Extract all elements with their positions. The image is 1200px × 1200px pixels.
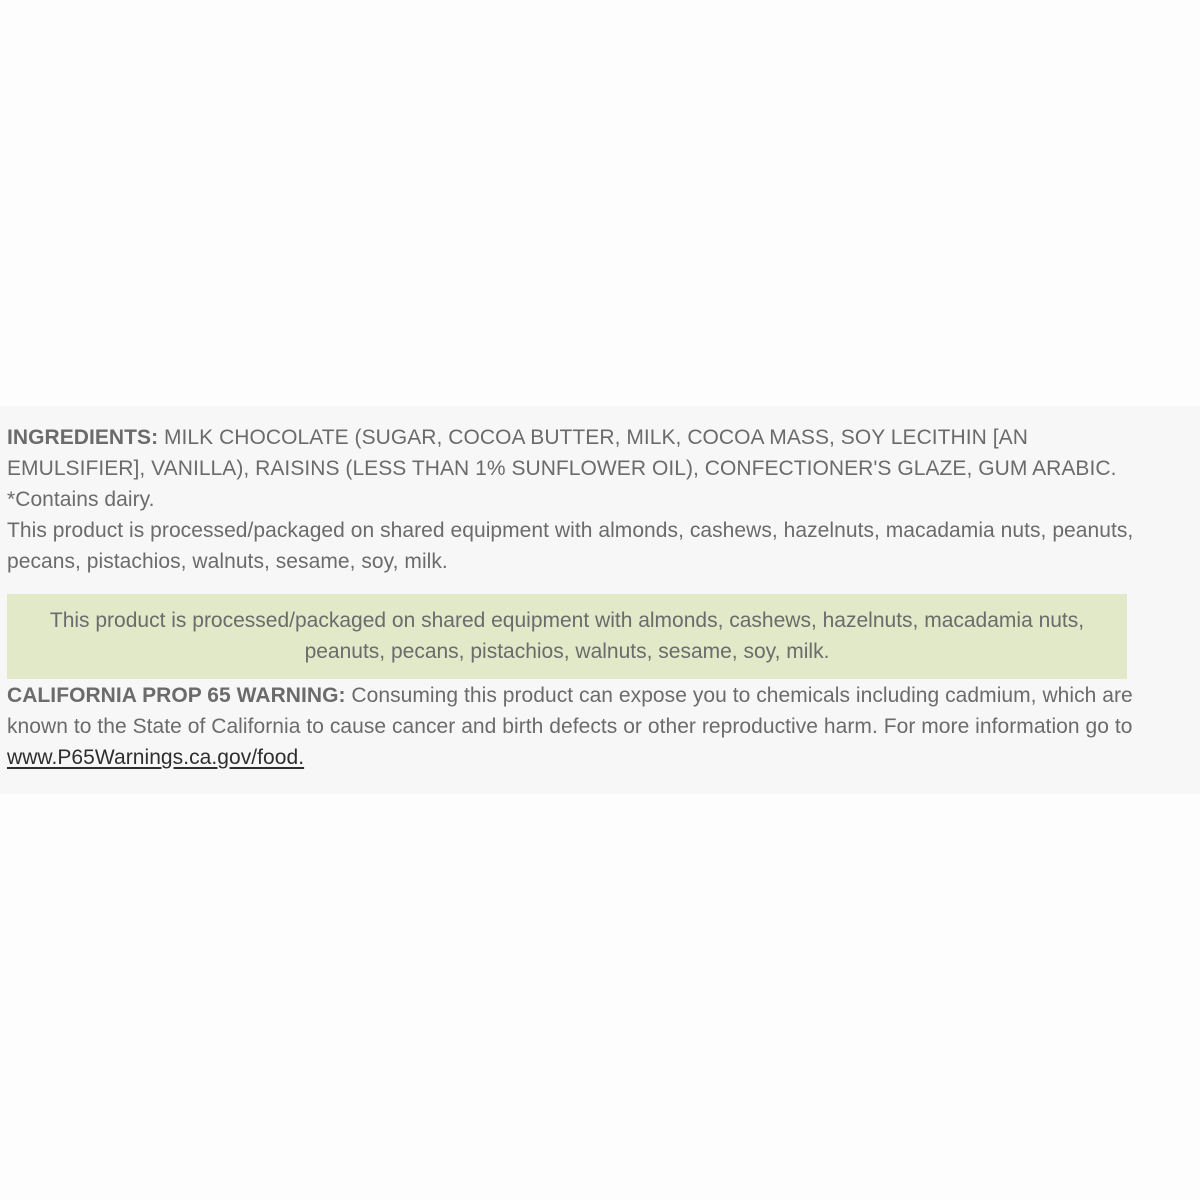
prop65-warning-paragraph [7,679,1157,773]
allergen-notice-text: This product is processed/packaged on shared equipment with almonds, cashews, hazelnuts, macadamia nuts, peanuts, pecans, pistachios, walnuts, sesame, soy, milk. [49,609,1085,663]
ingredients-text: MILK CHOCOLATE (SUGAR, COCOA BUTTER, MILK, COCOA MASS, SOY LECITHIN [AN EMULSIFIER], VANILLA), RAISINS (LESS THAN 1% SUNFLOWER OIL), CONFECTIONER'S GLAZE, GUM ARABIC. [7,426,1117,480]
shared-equipment-text: This product is processed/packaged on shared equipment with almonds, cashews, hazelnuts, macadamia nuts, peanuts, pecans, pistachios, walnuts, sesame, soy, milk. [7,519,1134,573]
prop65-warning-label: CALIFORNIA PROP 65 WARNING: [7,684,346,707]
ingredients-paragraph [7,422,1157,577]
p65-warnings-link[interactable]: www.P65Warnings.ca.gov/food. [7,746,305,769]
ingredients-label: INGREDIENTS: [7,426,159,449]
allergen-notice-box [7,594,1127,679]
product-info-panel [0,406,1200,794]
dairy-note: *Contains dairy. [7,488,155,511]
prop65-warning-text: Consuming this product can expose you to chemicals including cadmium, which are known to the State of California to cause cancer and birth defects or other reproductive harm. For more information go to [7,684,1133,738]
